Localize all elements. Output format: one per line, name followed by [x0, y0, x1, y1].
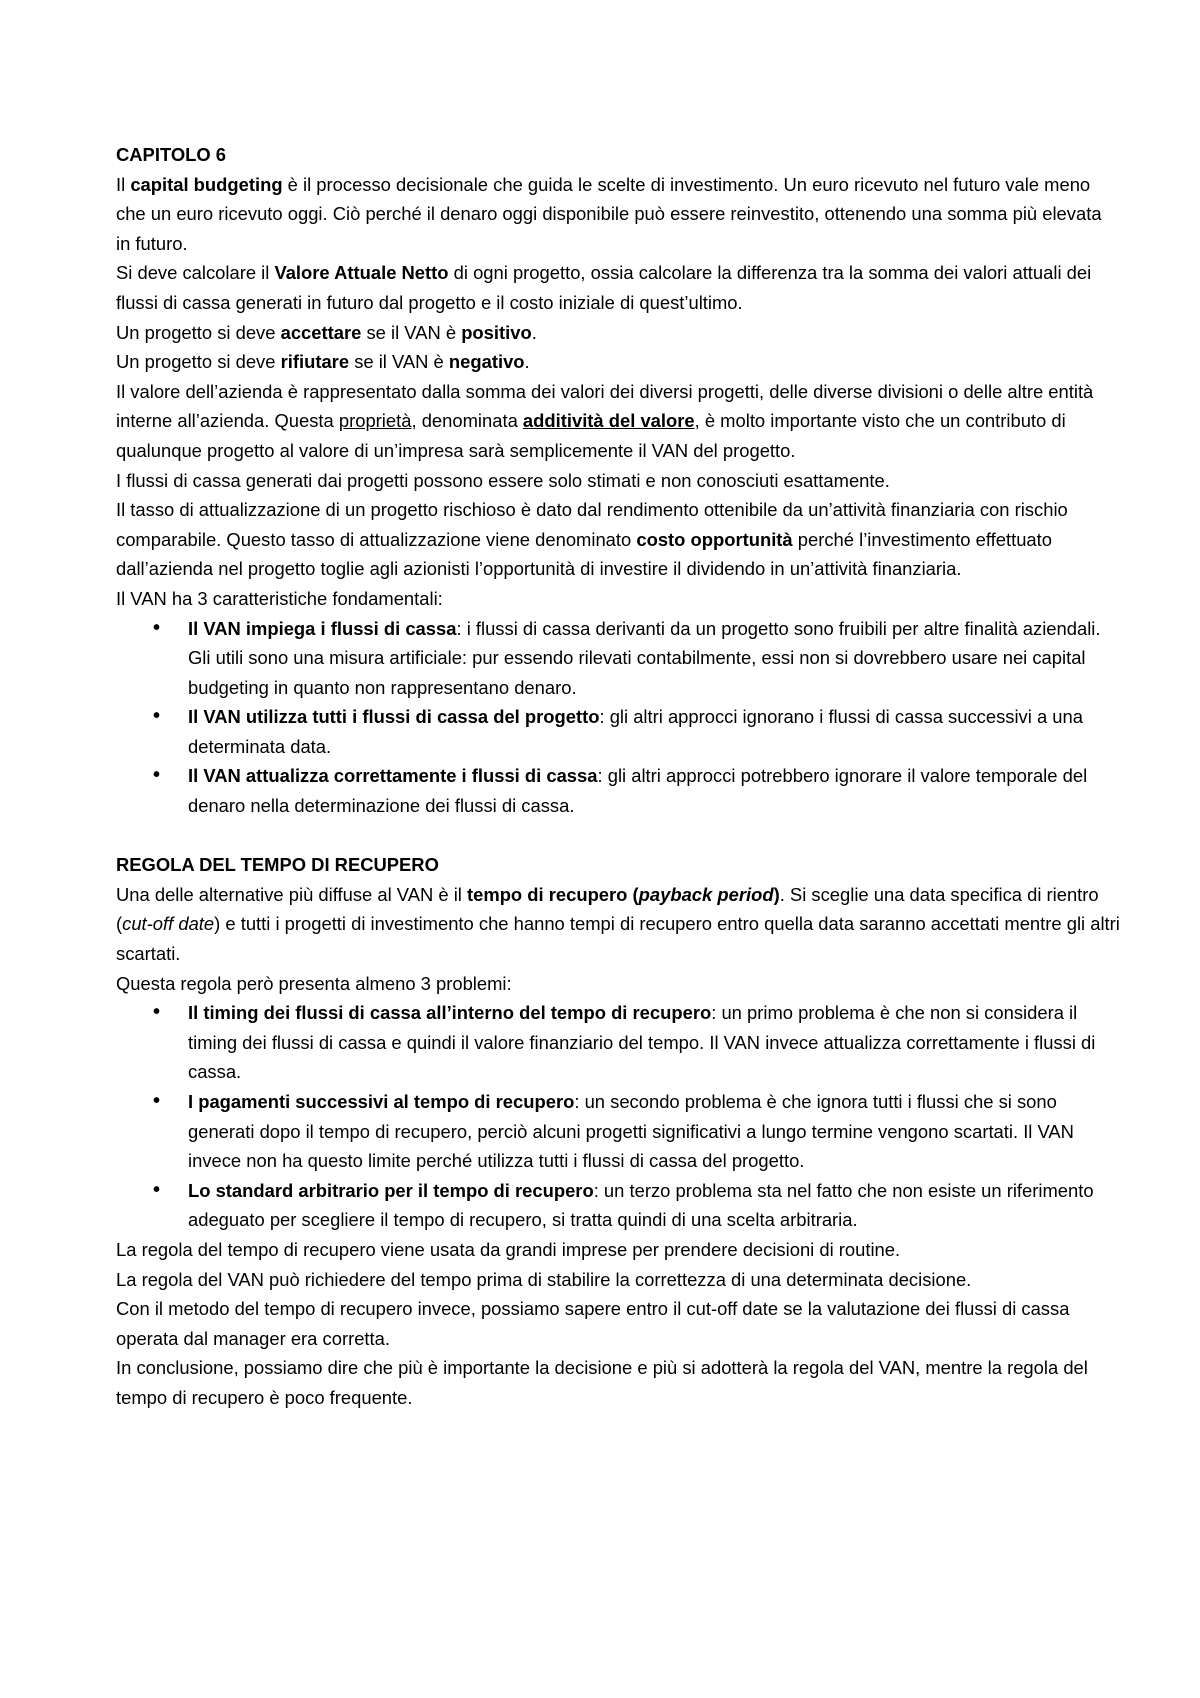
section-gap	[116, 821, 1120, 851]
payback-problems-list	[116, 998, 1120, 1235]
list-item: • Il VAN impiega i flussi di cassa: i flussi di cassa derivanti da un progetto sono fruibili per altre finalità aziendali. Gli utili sono una misura artificiale: pur essendo rilevati contabilmente, essi non si dovrebbero usare nei capital budgeting in quanto non rappresentano denaro.	[188, 614, 1120, 703]
van-characteristics-list	[116, 614, 1120, 821]
list-item: • I pagamenti successivi al tempo di recupero: un secondo problema è che ignora tutti i flussi che si sono generati dopo il tempo di recupero, perciò alcuni progetti significativi a lungo termine vengono scartati. Il VAN invece non ha questo limite perché utilizza tutti i flussi di cassa del progetto.	[188, 1087, 1120, 1176]
paragraph-routine-decisions: La regola del tempo di recupero viene usata da grandi imprese per prendere decisioni di routine.	[116, 1238, 901, 1260]
list-item: • Il VAN attualizza correttamente i flussi di cassa: gli altri approcci potrebbero ignorare il valore temporale del denaro nella determinazione dei flussi di cassa.	[188, 761, 1120, 820]
paragraph-capital-budgeting: Il capital budgeting è il processo decisionale che guida le scelte di investimento. Un euro ricevuto nel futuro vale meno che un euro ricevuto oggi. Ciò perché il denaro oggi disponibile può essere reinvestito, ottenendo una somma più elevata in futuro.	[116, 173, 1102, 254]
paragraph-discount-rate: Il tasso di attualizzazione di un progetto rischioso è dato dal rendimento ottenibile da un’attività finanziaria con rischio comparabile. Questo tasso di attualizzazione viene denominato costo opportunità perché l’investimento effettuato dall’azienda nel progetto toglie agli azionisti l’opportunità di investire il dividendo in un’attività finanziaria.	[116, 499, 1068, 580]
list-item: • Lo standard arbitrario per il tempo di recupero: un terzo problema sta nel fatto che non esiste un riferimento adeguato per scegliere il tempo di recupero, si tratta quindi di una scelta arbitraria.	[188, 1176, 1120, 1235]
list-item: • Il VAN utilizza tutti i flussi di cassa del progetto: gli altri approcci ignorano i flussi di cassa successivi a una determinata data.	[188, 702, 1120, 761]
paragraph-accept-rule: Un progetto si deve accettare se il VAN è positivo.	[116, 321, 537, 343]
chapter-heading: CAPITOLO 6	[116, 144, 227, 165]
paragraph-reject-rule: Un progetto si deve rifiutare se il VAN è negativo.	[116, 351, 530, 373]
paragraph-payback-intro: Una delle alternative più diffuse al VAN è il tempo di recupero (payback period). Si sceglie una data specifica di rientro (cut-off date) e tutti i progetti di investimento che hanno tempi di recupero entro quella data saranno accettati mentre gli altri scartati.	[116, 883, 1120, 965]
paragraph-estimated-flows: I flussi di cassa generati dai progetti possono essere solo stimati e non conosciuti esattamente.	[116, 469, 890, 491]
paragraph-van-definition: Si deve calcolare il Valore Attuale Netto di ogni progetto, ossia calcolare la differenza tra la somma dei valori attuali dei flussi di cassa generati in futuro dal progetto e il costo iniziale di quest’ultimo.	[116, 262, 1092, 313]
list-item: • Il timing dei flussi di cassa all’interno del tempo di recupero: un primo problema è che non si considera il timing dei flussi di cassa e quindi il valore finanziario del tempo. Il VAN invece attualizza correttamente i flussi di cassa.	[188, 998, 1120, 1087]
paragraph-payback-problems: Questa regola però presenta almeno 3 problemi:	[116, 972, 512, 994]
paragraph-van-characteristics: Il VAN ha 3 caratteristiche fondamentali:	[116, 587, 443, 609]
paragraph-van-time: La regola del VAN può richiedere del tempo prima di stabilire la correttezza di una determinata decisione.	[116, 1268, 972, 1290]
paragraph-conclusion: In conclusione, possiamo dire che più è importante la decisione e più si adotterà la regola del VAN, mentre la regola del tempo di recupero è poco frequente.	[116, 1357, 1088, 1408]
paragraph-value-additivity: Il valore dell’azienda è rappresentato dalla somma dei valori dei diversi progetti, delle diverse divisioni o delle altre entità interne all’azienda. Questa proprietà, denominata additività del valore, è molto importante visto che un contributo di qualunque progetto al valore di un’impresa sarà semplicemente il VAN del progetto.	[116, 380, 1094, 461]
section-heading-payback: REGOLA DEL TEMPO DI RECUPERO	[116, 854, 439, 876]
paragraph-cutoff-check: Con il metodo del tempo di recupero invece, possiamo sapere entro il cut-off date se la valutazione dei flussi di cassa operata dal manager era corretta.	[116, 1298, 1070, 1349]
